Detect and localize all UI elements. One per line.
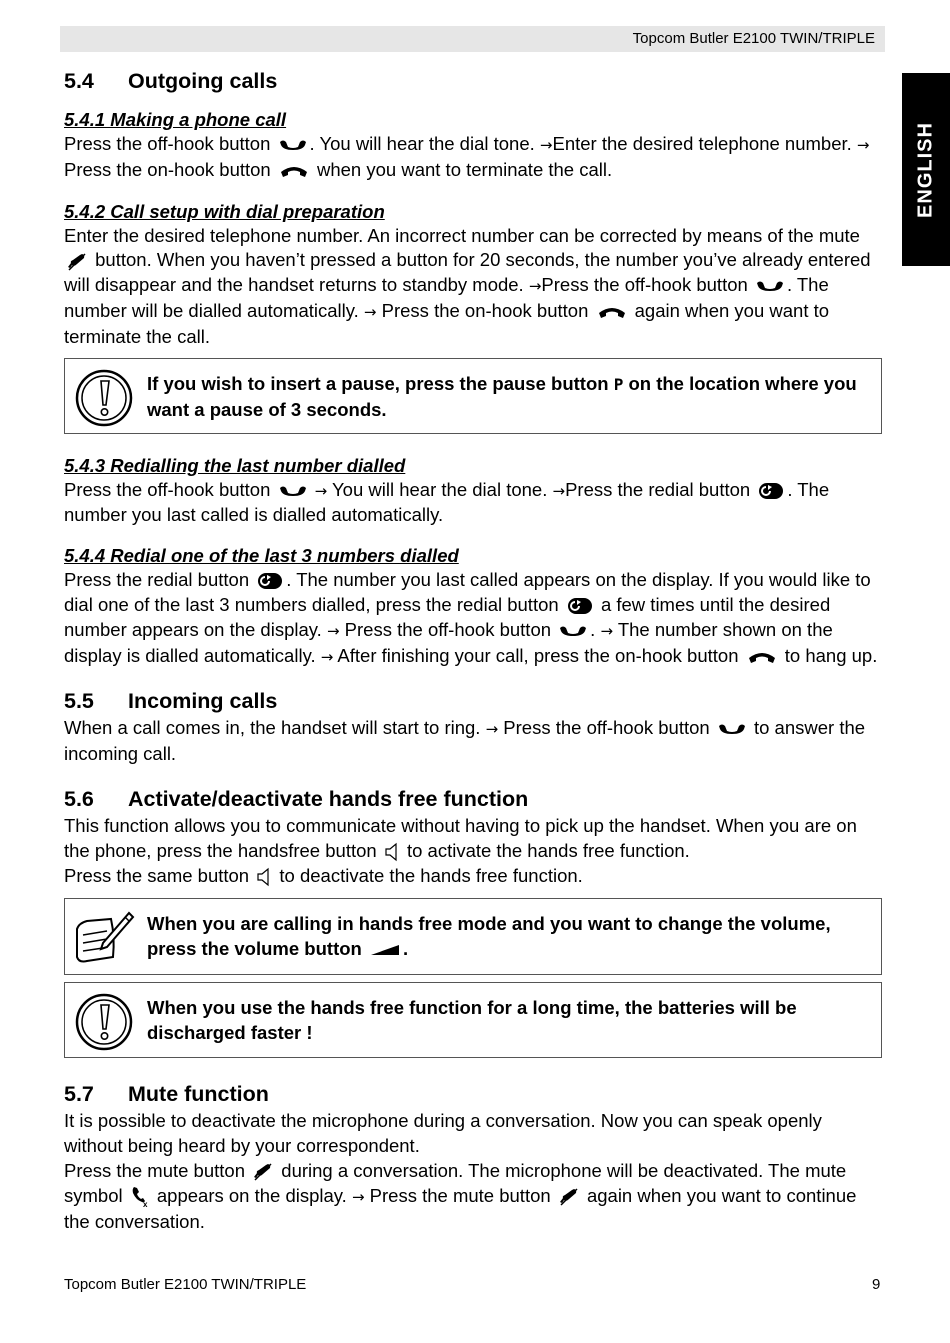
section-5-6-heading (64, 784, 882, 814)
footer-title: Topcom Butler E2100 TWIN/TRIPLE (64, 1276, 307, 1293)
language-tab-label: ENGLISH (914, 121, 937, 218)
redial-icon (257, 572, 283, 590)
mute-symbol-icon (131, 1186, 149, 1208)
section-title: Outgoing calls (128, 69, 278, 93)
arrow-icon: → (552, 481, 566, 500)
language-tab (902, 73, 950, 266)
mute-icon (559, 1187, 579, 1207)
pause-key-label: P (613, 374, 624, 394)
off-hook-icon (718, 722, 746, 736)
header-bar (60, 26, 885, 52)
section-5-4-4-text: Press the redial button . The number you last called appears on the display. If you would like to dial one of the last 3 numbers dialled, press the redial button a few times until the desired number appears on the display. → Press the off-hook button . → The number shown on the display is dialled automatically. → After finishing your call, press the on-hook button to hang up. (64, 569, 878, 666)
pause-note-box (64, 358, 882, 434)
handsfree-icon (385, 842, 399, 862)
battery-note-box (64, 982, 882, 1058)
section-number: 5.5 (64, 689, 94, 714)
section-title: Mute function (128, 1082, 269, 1107)
section-5-4-1-text: Press the off-hook button . You will hear the dial tone. →Enter the desired telephone number. → Press the on-hook button when you want to terminate the call. (64, 133, 870, 180)
header-title: Topcom Butler E2100 TWIN/TRIPLE (632, 30, 875, 47)
mute-icon (67, 252, 87, 272)
arrow-icon: → (528, 277, 542, 296)
section-number: 5.6 (64, 786, 94, 811)
battery-note-text: When you use the hands free function for a long time, the batteries will be discharged faster ! (147, 997, 797, 1044)
section-5-4-3-text: Press the off-hook button → You will hear the dial tone. →Press the redial button . The number you last called is dialled automatically. (64, 478, 830, 526)
off-hook-icon (279, 484, 307, 498)
section-5-5-text: When a call comes in, the handset will start to ring. → Press the off-hook button to answer the incoming call. (64, 717, 866, 765)
on-hook-icon (597, 304, 627, 320)
section-5-7-text: It is possible to deactivate the microphone during a conversation. Now you can speak openly without being heard by your correspondent. Press the mute button during a conversation. The microphone will be deactivated. The mute symbol appears on the display. → Press the mute button again when you want to continue the conversation. (64, 1110, 857, 1232)
arrow-icon: → (539, 136, 553, 154)
arrow-icon: → (600, 621, 614, 640)
section-5-4-2-text: Enter the desired telephone number. An incorrect number can be corrected by means of the mute button. When you haven’t pressed a button for 20 seconds, the number you’ve already entered will disappear and the handset returns to standby mode. →Press the off-hook button . The number will be dialled automatically. → Press the on-hook button again when you want to terminate the call. (64, 224, 871, 347)
volume-icon (370, 943, 400, 957)
volume-note-text: When you are calling in hands free mode and you want to change the volume, press the volume button . (147, 913, 831, 960)
section-5-4-1-heading: 5.4.1 Making a phone call (64, 109, 287, 130)
redial-icon (758, 482, 784, 500)
arrow-icon: → (856, 136, 870, 154)
section-number: 5.4 (64, 69, 94, 93)
arrow-icon: → (326, 621, 340, 640)
exclamation-icon (73, 367, 135, 429)
section-5-7-heading (64, 1079, 882, 1109)
off-hook-icon (279, 138, 307, 152)
section-title: Activate/deactivate hands free function (128, 786, 529, 811)
arrow-icon: → (485, 720, 499, 739)
mute-icon (253, 1162, 273, 1182)
section-5-4-3-heading: 5.4.3 Redialling the last number dialled (64, 454, 406, 476)
section-number: 5.7 (64, 1082, 94, 1107)
section-5-6-text: This function allows you to communicate without having to pick up the handset. When you are on the phone, press the handsfree button to activate the hands free function. Press the same button to deactivate the hands free function. (64, 814, 857, 886)
section-5-4-4-heading: 5.4.4 Redial one of the last 3 numbers dialled (64, 545, 459, 567)
on-hook-icon (279, 163, 309, 179)
volume-note-box (64, 898, 882, 975)
section-title: Incoming calls (128, 689, 278, 714)
page-number: 9 (872, 1276, 881, 1293)
section-5-5-heading (64, 686, 882, 716)
arrow-icon: → (320, 647, 334, 666)
pause-note-text: If you wish to insert a pause, press the pause button P on the location where you want a pause of 3 seconds. (147, 372, 857, 420)
section-5-4-2-heading: 5.4.2 Call setup with dial preparation (64, 200, 385, 222)
on-hook-icon (747, 649, 777, 665)
section-5-4-heading (64, 66, 882, 96)
exclamation-icon (73, 991, 135, 1053)
arrow-icon: → (314, 481, 328, 500)
arrow-icon: → (363, 302, 377, 321)
off-hook-icon (756, 279, 784, 293)
note-pen-icon (73, 907, 135, 969)
handsfree-icon (257, 867, 271, 887)
arrow-icon: → (351, 1187, 365, 1206)
page-content (64, 66, 882, 1234)
redial-icon (567, 597, 593, 615)
off-hook-icon (559, 624, 587, 638)
